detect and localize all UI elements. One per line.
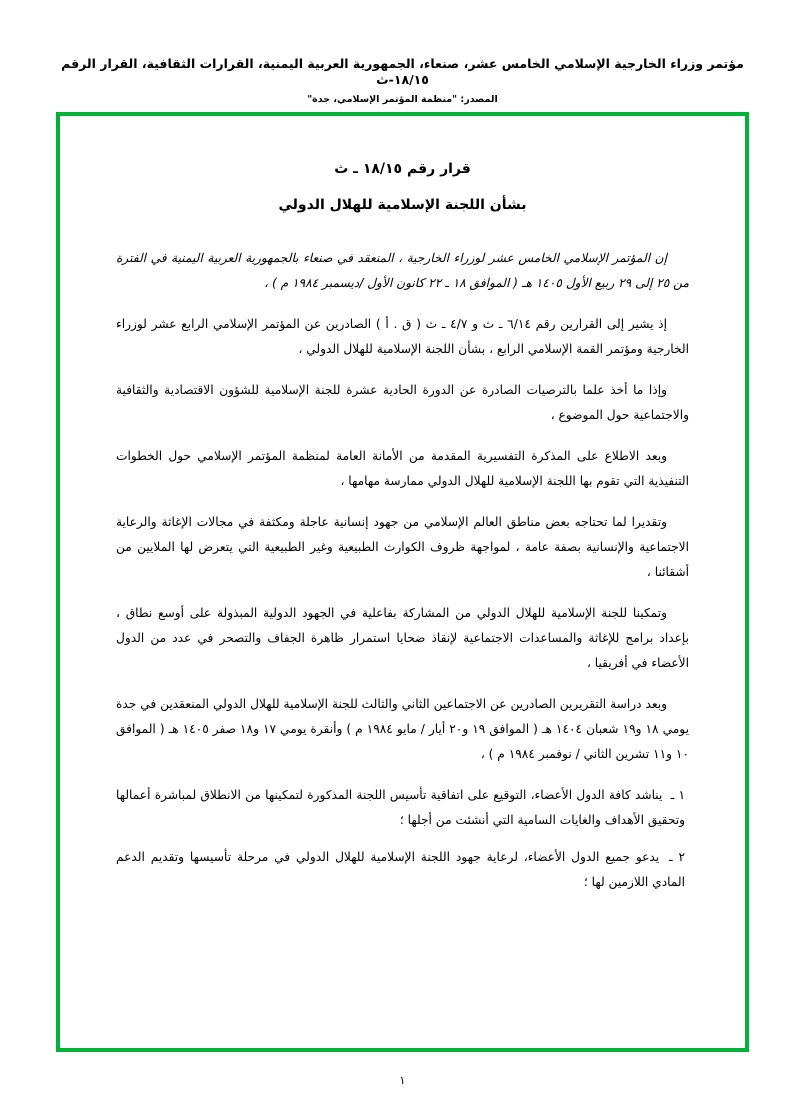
document-content [60, 116, 745, 1048]
paragraph: وتقديرا لما تحتاجه بعض مناطق العالم الإسلامي من جهود إنسانية عاجلة ومكثفة في مجالات الإغاثة والرعاية الاجتماعية والإنسانية بصفة عامة ، لمواجهة ظروف الكوارث الطبيعية وغير الطبيعية التي يتعرض لها الملايين من أشقائنا ، [116, 515, 689, 579]
paragraph: وتمكينا للجنة الإسلامية للهلال الدولي من المشاركة بفاعلية في الجهود الدولية المبذولة على أوسع نطاق ، بإعداد برامج للإغاثة والمساعدات الاجتماعية لإنقاذ ضحايا استمرار ظاهرة الجفاف والتصحر في عدد من الدول الأعضاء في أفريقيا ، [116, 606, 689, 670]
paragraph: إذ يشير إلى القرارين رقم ٦/١٤ ـ ث و ٤/٧ ـ ث ( ق . أ ) الصادرين عن المؤتمر الإسلامي الرابع عشر لوزراء الخارجية ومؤتمر القمة الإسلامي الرابع ، بشأن اللجنة الإسلامية للهلال الدولي ، [116, 317, 689, 356]
paragraph: إن المؤتمر الإسلامي الخامس عشر لوزراء الخارجية ، المنعقد في صنعاء بالجمهورية العربية اليمنية في الفترة من ٢٥ إلى ٢٩ ربيع الأول ١٤٠٥ هـ ( الموافق ١٨ ـ ٢٢ كانون الأول /ديسمبر ١٩٨٤ م ) ، [116, 251, 689, 290]
page-footer [0, 1074, 805, 1087]
page-header [0, 56, 805, 106]
paragraph: وبعد دراسة التقريرين الصادرين عن الاجتماعين الثاني والثالث للجنة الإسلامية للهلال الدولي المنعقدين في جدة يومي ١٨ و١٩ شعبان ١٤٠٤ هـ ( الموافق ١٩ و٢٠ أيار / مايو ١٩٨٤ م ) وأنقرة يومي ١٧ و١٨ صفر ١٤٠٥ هـ ( الموافق ١٠ و١١ تشرين الثاني / نوفمبر ١٩٨٤ م ) ، [116, 697, 689, 761]
page-number: ١ [399, 1074, 406, 1087]
resolution-number: قرار رقم ١٨/١٥ ـ ث [334, 161, 471, 177]
list-item-marker: ١ ـ [670, 788, 686, 802]
document-frame [56, 112, 749, 1052]
header-source: المصدر: "منظمة المؤتمر الإسلامي، جدة" [307, 94, 498, 105]
list-item [116, 783, 689, 833]
list-item-text: يناشد كافة الدول الأعضاء، التوقيع على اتفاقية تأسيس اللجنة المذكورة لتمكينها من الانطلاق لمباشرة أعمالها وتحقيق الأهداف والغايات السامية التي أنشئت من أجلها ؛ [116, 788, 685, 827]
list-item-text: يدعو جميع الدول الأعضاء، لرعاية جهود اللجنة الإسلامية للهلال الدولي في مرحلة تأسيسها وتقديم الدعم المادي اللازمين لها ؛ [116, 850, 685, 889]
list-item-marker: ٢ ـ [669, 850, 685, 864]
paragraph: وبعد الاطلاع على المذكرة التفسيرية المقدمة من الأمانة العامة لمنظمة المؤتمر الإسلامي حول الخطوات التنفيذية التي تقوم بها اللجنة الإسلامية للهلال الدولي ممارسة مهامها ، [116, 449, 689, 488]
list-item [116, 845, 689, 895]
header-title: مؤتمر وزراء الخارجية الإسلامي الخامس عشر، صنعاء، الجمهورية العربية اليمنية، القرارات الثقافية، القرار الرقم ١٨/١٥-ث [61, 56, 744, 87]
resolution-subject: بشأن اللجنة الإسلامية للهلال الدولي [278, 197, 527, 213]
title-block [116, 158, 689, 216]
paragraph: وإذا ما أخذ علما بالترصيات الصادرة عن الدورة الحادية عشرة للجنة الإسلامية للشؤون الاقتصادية والثقافية والاجتماعية حول الموضوع ، [116, 383, 689, 422]
